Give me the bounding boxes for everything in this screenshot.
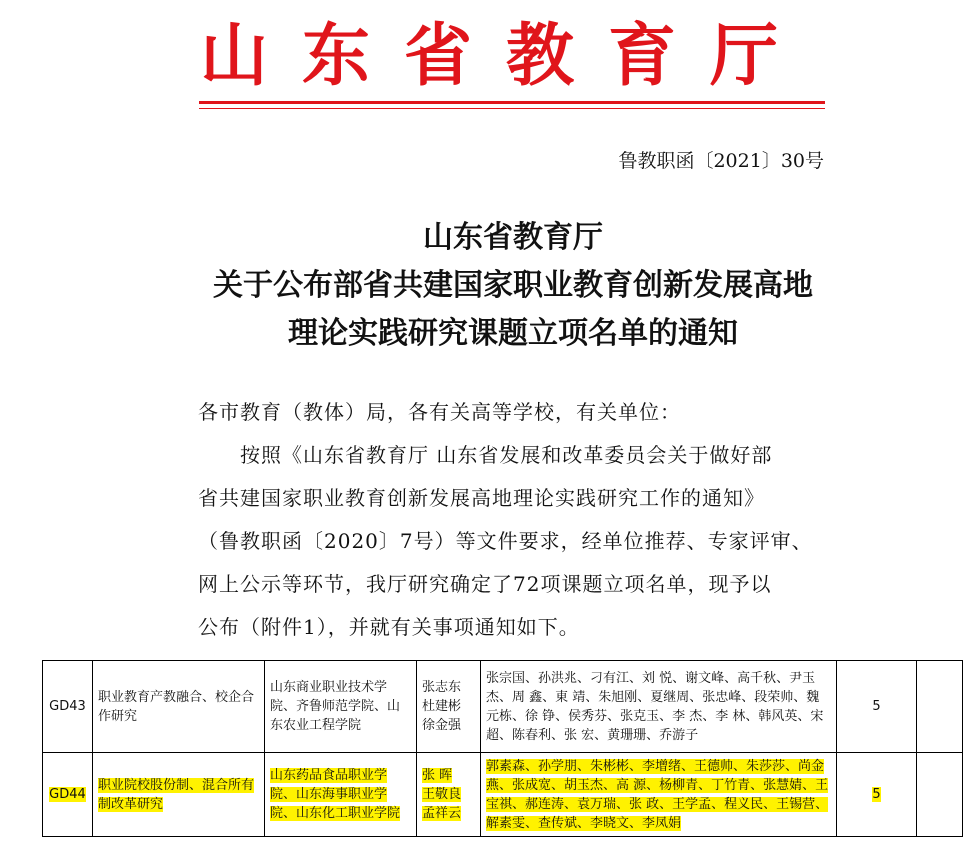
paragraph-line-5: 公布（附件1），并就有关事项通知如下。: [198, 615, 580, 639]
leader-name: 杜建彬: [422, 699, 462, 714]
lead-units: 山东商业职业技术学院、齐鲁师范学院、山东农业工程学院: [265, 661, 417, 753]
paragraph-line-4: 网上公示等环节，我厅研究确定了72项课题立项名单，现予以: [198, 572, 772, 596]
table-row: [43, 753, 963, 837]
project-title: [93, 753, 265, 837]
salutation: 各市教育（教体）局，各有关高等学校，有关单位：: [198, 400, 681, 424]
letterhead-title: 山东省教育厅: [200, 17, 813, 96]
highlighted-member-count: 5: [872, 787, 881, 802]
table-row: [43, 661, 963, 753]
project-code: [43, 753, 93, 837]
paragraph-line-1: 按照《山东省教育厅 山东省发展和改革委员会关于做好部: [240, 443, 773, 467]
team-members: 张宗国、孙洪兆、刁有江、刘 悦、谢文峰、高千秋、尹玉杰、周 鑫、東 靖、朱旭刚、夏继周、张忠峰、段荣帅、魏元栋、徐 铮、侯秀芬、张克玉、李 杰、李 林、韩风英、宋 超、陈春利、张 宏、黄珊珊、乔游子: [481, 661, 837, 753]
highlighted-lead-units: 山东药品食品职业学院、山东海事职业学院、山东化工职业学院: [270, 768, 401, 821]
project-leaders: [417, 661, 481, 753]
paragraph-line-2: 省共建国家职业教育创新发展高地理论实践研究工作的通知》: [198, 486, 765, 510]
highlighted-project-code: GD44: [49, 787, 86, 802]
highlighted-project-title: 职业院校股份制、混合所有制改革研究: [98, 777, 255, 812]
leader-name: 张志东: [422, 680, 462, 695]
letterhead-rule-thick: [199, 101, 825, 104]
project-table: [42, 660, 963, 837]
paragraph-line-3: （鲁教职函〔2020〕7号）等文件要求，经单位推荐、专家评审、: [198, 529, 813, 553]
notice-title-line-2: 关于公布部省共建国家职业教育创新发展高地: [213, 268, 813, 303]
empty-cell: [917, 661, 963, 753]
project-leaders: [417, 753, 481, 837]
notice-title-line-3: 理论实践研究课题立项名单的通知: [288, 316, 738, 351]
letterhead-rule-thin: [199, 108, 825, 109]
document-number: 鲁教职函〔2021〕30号: [618, 150, 824, 172]
leader-name: 徐金强: [422, 718, 462, 733]
empty-cell: [917, 753, 963, 837]
highlighted-team-members: 郭素森、孙学朋、朱彬彬、李增绪、王德帅、朱莎莎、尚金燕、张成宽、胡玉杰、高 源、杨柳青、丁竹青、张慧婧、王宝祺、郝连涛、袁万瑞、张 政、王学孟、程义民、王锡营、解素雯、查传斌、李晓文、李凤娟: [486, 758, 829, 831]
leader-name: 张 晖: [422, 768, 453, 783]
notice-title-line-1: 山东省教育厅: [423, 220, 603, 255]
leader-name: 王敬良: [422, 787, 462, 802]
project-code: GD43: [43, 661, 93, 753]
member-count: [837, 753, 917, 837]
member-count: 5: [837, 661, 917, 753]
leader-name: 孟祥云: [422, 806, 462, 821]
lead-units: [265, 753, 417, 837]
team-members: [481, 753, 837, 837]
project-title: 职业教育产教融合、校企合作研究: [93, 661, 265, 753]
